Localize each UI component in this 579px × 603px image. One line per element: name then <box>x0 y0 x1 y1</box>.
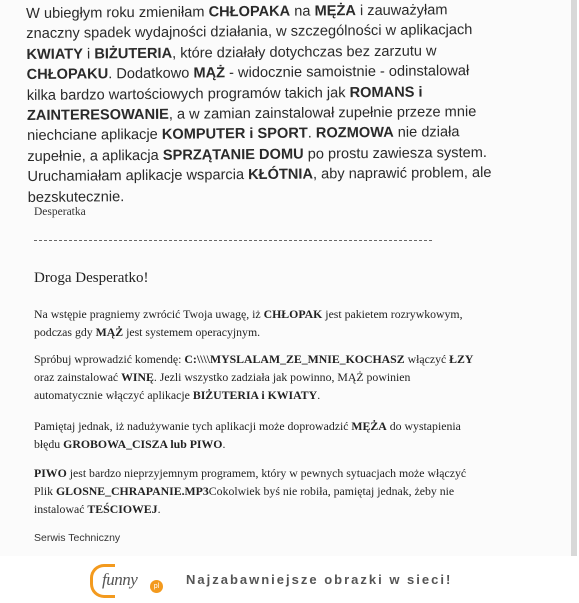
reply-text: automatycznie włączyć aplikacje <box>34 388 193 402</box>
bold-term: MĄŻ <box>193 65 226 82</box>
complaint-line <box>28 183 568 208</box>
complaint-text: po prostu zawiesza system. <box>303 144 487 163</box>
reply-text: . <box>317 388 321 402</box>
reply-paragraph-4 <box>34 464 554 518</box>
bold-term: ROMANS i <box>349 84 423 101</box>
footer-tagline: Najzabawniejsze obrazki w sieci! <box>186 572 453 587</box>
reply-text: Pamiętaj jednak, iż nadużywanie tych aplikacji może doprowadzić <box>34 419 352 433</box>
bold-term: WINĘ <box>121 370 154 384</box>
site-footer <box>0 556 579 603</box>
separator-line <box>34 240 432 241</box>
bold-term: CHŁOPAK <box>263 307 323 321</box>
complaint-text: i <box>82 46 95 63</box>
reply-text: oraz zainstalować <box>34 370 122 384</box>
bold-term: ROZMOWA <box>315 125 394 142</box>
reply-text: . <box>157 502 161 516</box>
complaint-text: nie działa <box>393 124 460 142</box>
complaint-text: na <box>290 3 315 20</box>
bold-term: MĘŻA <box>351 419 387 433</box>
bold-term: C:\\\\MYSLALAM_ZE_MNIE_KOCHASZ <box>184 352 405 366</box>
reply-text: Spróbuj wprowadzić komendę: <box>34 352 185 366</box>
complaint-text: , które działały dotychczas bez zarzutu w <box>172 43 437 62</box>
bold-term: TEŚCIOWEJ <box>87 502 158 516</box>
bold-term: KWIATY <box>26 46 83 63</box>
reply-paragraph-3 <box>34 417 554 453</box>
logo-badge-icon: pl <box>150 580 163 593</box>
bold-term: ZAINTERESOWANIE <box>26 106 169 125</box>
reply-greeting: Droga Desperatko! <box>34 270 149 286</box>
bold-term: GLOSNE_CHRAPANIE.MP3 <box>55 484 209 498</box>
complaint-text: bezskutecznie. <box>27 188 125 206</box>
reply-text: jest systemem operacyjnym. <box>123 325 261 339</box>
reply-text: włączyć <box>404 352 450 366</box>
reply-text: . Jezli wszystko zadziała jak powinno, MĄŻ powinien <box>153 370 411 384</box>
complaint-signature: Desperatka <box>34 206 86 218</box>
complaint-text: kilka bardzo wartościowych programów takich jak <box>26 84 350 104</box>
reply-text: jest bardzo nieprzyjemnym programem, który w pewnych sytuacjach może włączyć <box>66 466 467 480</box>
reply-paragraph-2 <box>34 350 554 404</box>
bold-term: GROBOWA_CISZA lub PIWO <box>63 437 223 451</box>
complaint-text: , a w zamian zainstalował zupełnie przeze mnie <box>168 104 477 123</box>
reply-text: instalować <box>34 502 88 516</box>
complaint-letter <box>26 0 568 208</box>
bold-term: PIWO <box>34 466 67 480</box>
bold-term: BIŻUTERIA <box>94 45 173 63</box>
reply-text: Cokolwiek byś nie robiła, pamiętaj jednak, żeby nie <box>208 484 455 498</box>
logo-text: funny <box>102 570 138 589</box>
reply-paragraph-1 <box>34 305 554 341</box>
bold-term: BIŻUTERIA i KWIATY <box>192 388 318 402</box>
bold-term: SPRZĄTANIE DOMU <box>162 146 304 164</box>
bold-term: KŁÓTNIA <box>248 166 314 184</box>
bold-term: CHŁOPAKA <box>208 3 291 21</box>
reply-text: Na wstępie pragniemy zwrócić Twoja uwagę, iż <box>34 307 264 321</box>
complaint-text: niechciane aplikacje <box>27 127 162 145</box>
reply-text: do wystapienia <box>386 419 461 433</box>
complaint-text: i zauważyłam <box>355 2 448 20</box>
complaint-text: znaczny spadek wydajności działania, w szczególności w aplikacjach <box>26 22 473 43</box>
complaint-text: Uruchamiałam aplikacje wsparcia <box>27 167 249 186</box>
reply-text: . <box>222 437 226 451</box>
reply-text: podczas gdy <box>34 325 96 339</box>
complaint-text: . <box>307 125 316 142</box>
complaint-text: , aby naprawić problem, ale <box>312 165 492 183</box>
bold-term: CHŁOPAKU <box>26 66 109 84</box>
reply-text: jest pakietem rozrywkowym, <box>322 307 463 321</box>
bold-term: MĄŻ <box>95 325 124 339</box>
bold-term: ŁZY <box>449 352 474 366</box>
reply-text: Plik <box>34 484 56 498</box>
complaint-text: - widocznie samoistnie - odinstalował <box>224 63 470 82</box>
complaint-text: zupełnie, a aplikacja <box>27 147 163 165</box>
complaint-text: W ubiegłym roku zmieniłam <box>26 4 209 22</box>
reply-signature: Serwis Techniczny <box>34 532 121 544</box>
reply-text: błędu <box>34 437 64 451</box>
bold-term: KOMPUTER i SPORT <box>161 125 308 144</box>
funny-logo[interactable] <box>90 562 170 598</box>
bold-term: MĘŻA <box>314 3 356 20</box>
complaint-text: . Dodatkowo <box>108 65 194 83</box>
